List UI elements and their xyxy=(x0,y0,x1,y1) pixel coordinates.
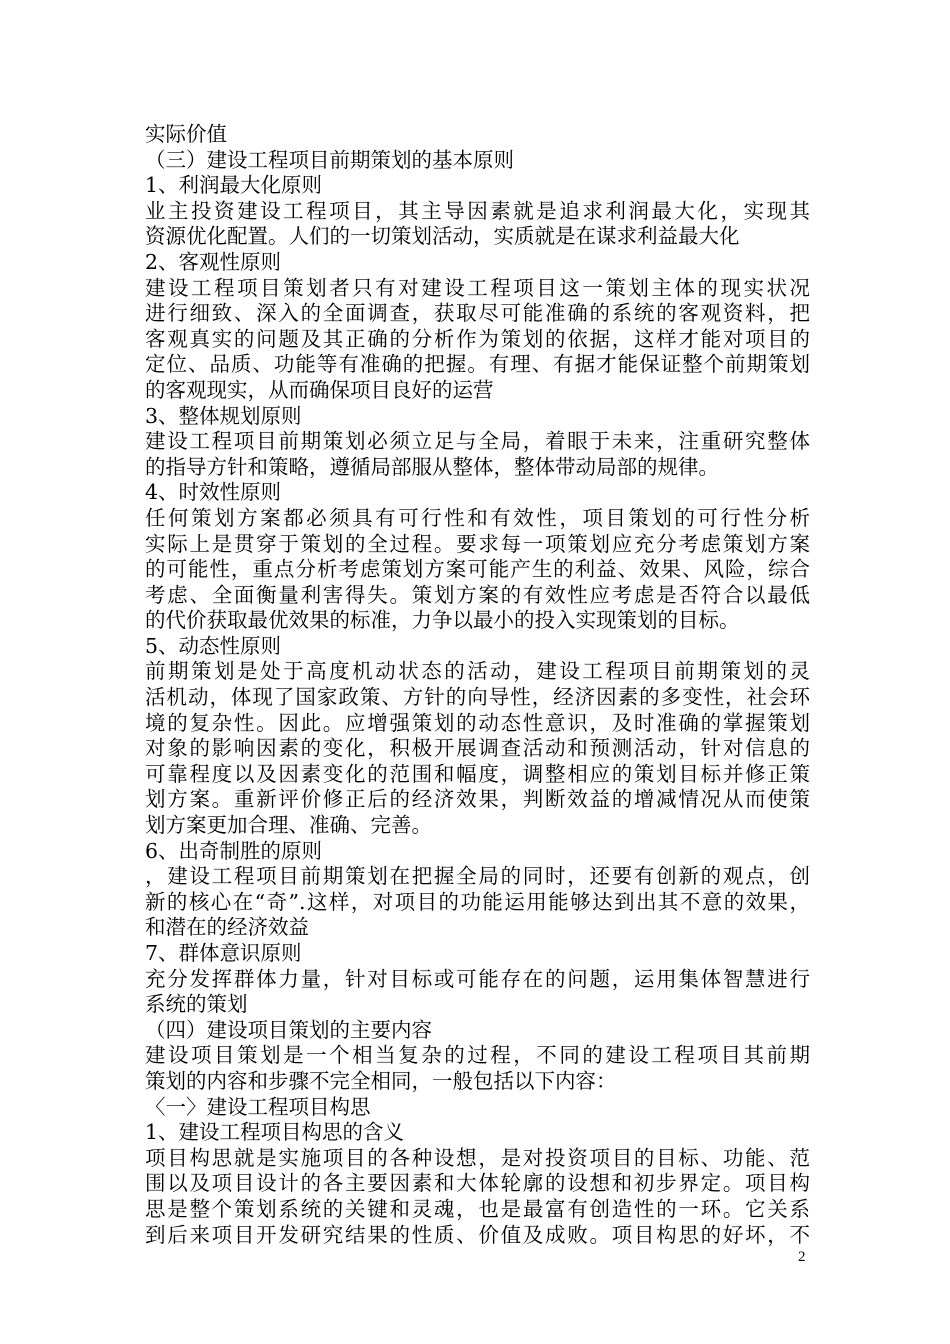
text-line: 资源优化配置。人们的一切策划活动，实质就是在谋求利益最大化 xyxy=(145,224,740,249)
text-line: 定位、品质、功能等有准确的把握。有理、有据才能保证整个前期策划 xyxy=(145,352,810,377)
text-line: 划方案更加合理、准确、完善。 xyxy=(145,813,432,838)
text-line: 考虑、全面衡量利害得失。策划方案的有效性应考虑是否符合以最低 xyxy=(145,582,810,607)
text-line: 2、客观性原则 xyxy=(145,249,282,274)
text-line: 实际上是贯穿于策划的全过程。要求每一项策划应充分考虑策划方案 xyxy=(145,531,810,556)
text-line: 〈一〉建设工程项目构思 xyxy=(145,1094,371,1119)
text-line: 思是整个策划系统的关键和灵魂，也是最富有创造性的一环。它关系 xyxy=(145,1196,810,1221)
text-line: 7、群体意识原则 xyxy=(145,941,302,965)
text-line: 建设工程项目前期策划必须立足与全局，着眼于未来，注重研究整体 xyxy=(145,429,810,454)
text-line: 的指导方针和策略，遵循局部服从整体，整体带动局部的规律。 xyxy=(145,454,719,479)
text-line: 进行细致、深入的全面调查，获取尽可能准确的系统的客观资料，把 xyxy=(145,301,810,326)
text-line: 建设工程项目策划者只有对建设工程项目这一策划主体的现实状况 xyxy=(145,275,810,300)
text-line: 的客观现实，从而确保项目良好的运营 xyxy=(145,377,494,402)
text-line: 建设项目策划是一个相当复杂的过程，不同的建设工程项目其前期 xyxy=(145,1043,810,1068)
text-line: 到后来项目开发研究结果的性质、价值及成败。项目构思的好坏，不 xyxy=(145,1222,810,1247)
text-line: 策划的内容和步骤不完全相同，一般包括以下内容： xyxy=(145,1068,617,1093)
text-line: 和潜在的经济效益 xyxy=(145,915,309,940)
page-number: 2 xyxy=(798,1249,806,1265)
text-line: 新的核心在“奇”.这样，对项目的功能运用能够达到出其不意的效果， xyxy=(145,889,810,914)
text-line: 客观真实的问题及其正确的分析作为策划的依据，这样才能对项目的 xyxy=(145,326,810,351)
text-line: 1、利润最大化原则 xyxy=(145,173,323,198)
text-line: 3、整体规划原则 xyxy=(145,403,302,428)
text-line: 划方案。重新评价修正后的经济效果，判断效益的增减情况从而使策 xyxy=(145,787,810,812)
text-line: 境的复杂性。因此。应增强策划的动态性意识，及时准确的掌握策划 xyxy=(145,710,810,735)
text-line: 项目构思就是实施项目的各种设想，是对投资项目的目标、功能、范 xyxy=(145,1145,810,1170)
text-line: 任何策划方案都必须具有可行性和有效性，项目策划的可行性分析 xyxy=(145,505,810,530)
text-line: 充分发挥群体力量，针对目标或可能存在的问题，运用集体智慧进行 xyxy=(145,966,810,991)
text-line: 系统的策划 xyxy=(145,992,248,1017)
text-line: 1、建设工程项目构思的含义 xyxy=(145,1120,405,1145)
text-line: 可靠程度以及因素变化的范围和幅度，调整相应的策划目标并修正策 xyxy=(145,761,810,786)
text-line: 5、动态性原则 xyxy=(145,633,282,658)
document-body xyxy=(145,122,810,1248)
text-line: 围以及项目设计的各主要因素和大体轮廓的设想和初步界定。项目构 xyxy=(145,1171,810,1196)
text-line: 的可能性，重点分析考虑策划方案可能产生的利益、效果、风险，综合 xyxy=(145,557,810,582)
text-line: ，建设工程项目前期策划在把握全局的同时，还要有创新的观点，创 xyxy=(145,864,810,889)
text-line: 前期策划是处于高度机动状态的活动，建设工程项目前期策划的灵 xyxy=(145,659,810,684)
text-line: 6、出奇制胜的原则 xyxy=(145,838,323,863)
text-line: 实际价值 xyxy=(145,122,227,146)
text-line: （四）建设项目策划的主要内容 xyxy=(145,1017,432,1042)
text-line: 业主投资建设工程项目，其主导因素就是追求利润最大化，实现其 xyxy=(145,198,810,223)
text-line: 对象的影响因素的变化，积极开展调查活动和预测活动，针对信息的 xyxy=(145,736,810,761)
text-line: 4、时效性原则 xyxy=(145,480,282,505)
text-line: （三）建设工程项目前期策划的基本原则 xyxy=(145,147,514,172)
text-line: 活机动，体现了国家政策、方针的向导性，经济因素的多变性，社会环 xyxy=(145,685,810,710)
text-line: 的代价获取最优效果的标准，力争以最小的投入实现策划的目标。 xyxy=(145,608,740,633)
